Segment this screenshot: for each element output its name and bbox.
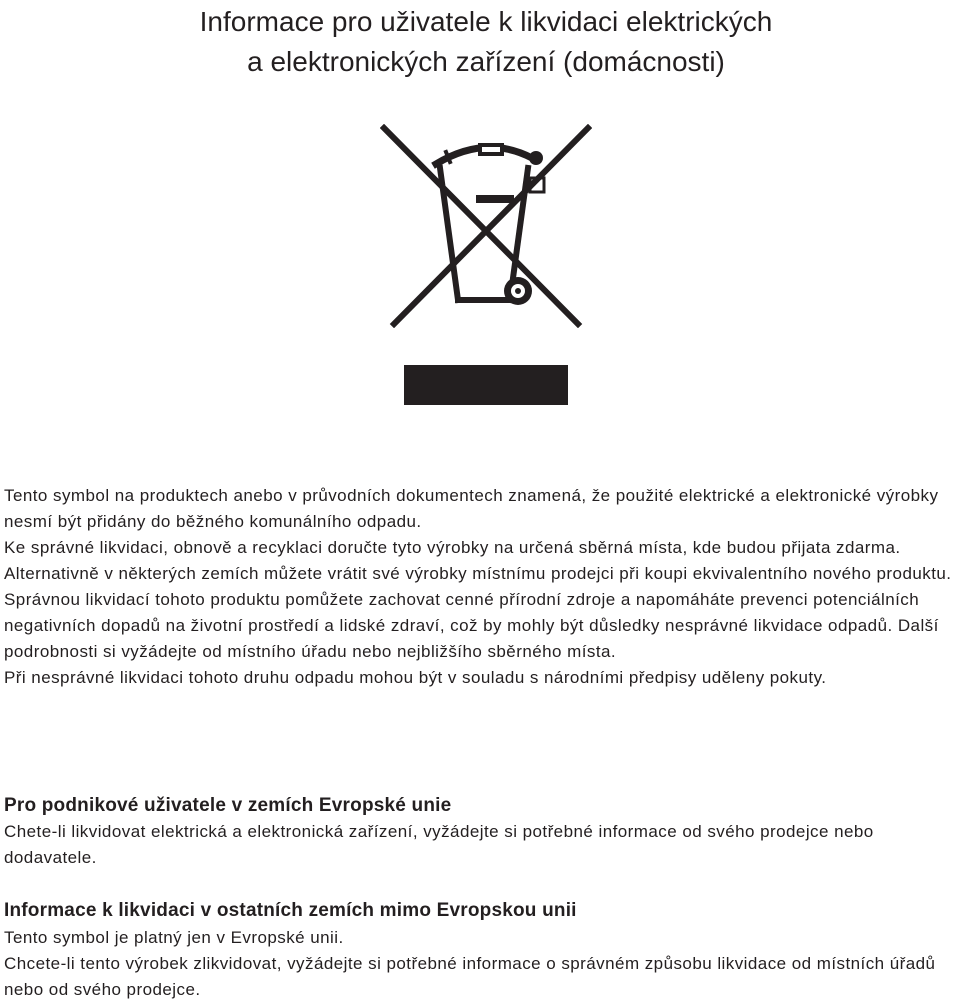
symbol-underline-bar	[404, 365, 568, 405]
paragraph-business-disposal: Chete-li likvidovat elektrická a elektronická zařízení, vyžádejte si potřebné informace od svého prodejce nebo dodavatele.	[4, 822, 874, 867]
paragraph-penalties: Při nesprávné likvidaci tohoto druhu odpadu mohou být v souladu s národními předpisy uděleny pokuty.	[4, 668, 827, 687]
paragraph-symbol-meaning: Tento symbol na produktech anebo v průvodních dokumentech znamená, že použité elektrické a elektronické výrobky nesmí být přidány do běžného komunálního odpadu.	[4, 486, 939, 531]
paragraph-eu-only: Tento symbol je platný jen v Evropské unii.	[4, 928, 344, 947]
section-business	[4, 819, 960, 871]
page-title-line-1: Informace pro uživatele k likvidaci elektrických	[199, 6, 773, 37]
paragraph-environment: Správnou likvidací tohoto produktu pomůžete zachovat cenné přírodní zdroje a napomáháte prevenci potenciálních negativních dopadů na životní prostředí a lidské zdraví, což by mohly být důsledky nesprávné likvidace odpadů. Další podrobnosti si vyžádejte od místního úřadu nebo nejbližšího sběrného místa.	[4, 590, 939, 661]
section-household	[4, 483, 960, 691]
crossed-out-wheeled-bin-icon	[380, 124, 592, 328]
page-title-line-2: a elektronických zařízení (domácnosti)	[247, 46, 725, 77]
section-other-countries	[4, 925, 960, 1003]
heading-other-countries: Informace k likvidaci v ostatních zemích mimo Evropskou unii	[4, 900, 577, 921]
heading-business-users: Pro podnikové uživatele v zemích Evropské unie	[4, 795, 452, 816]
paragraph-collection-points: Ke správné likvidaci, obnově a recyklaci doručte tyto výrobky na určená sběrná místa, kde budou přijata zdarma. Alternativně v některých zemích můžete vrátit své výrobky místnímu prodejci při koupi ekvivalentního nového produktu.	[4, 538, 952, 583]
page-title	[0, 2, 960, 82]
paragraph-other-disposal: Chcete-li tento výrobek zlikvidovat, vyžádejte si potřebné informace o správném způsobu likvidace od místních úřadů nebo od svého prodejce.	[4, 954, 936, 999]
